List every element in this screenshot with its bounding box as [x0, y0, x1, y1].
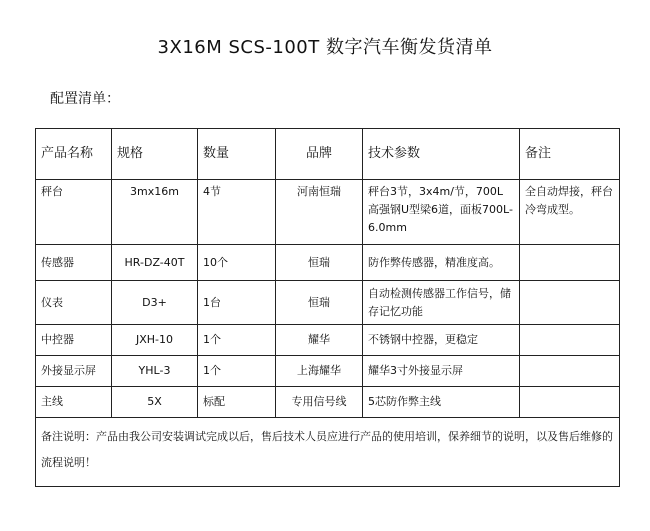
table-header-row	[36, 129, 620, 180]
table-cell: 秤台	[36, 180, 112, 245]
table-cell: 10个	[198, 245, 276, 281]
table-cell: 河南恒瑞	[276, 180, 363, 245]
table-cell: 秤台3节，3x4m/节，700L高强钢U型梁6道，面板700L-6.0mm	[363, 180, 520, 245]
table-row	[36, 325, 620, 356]
table-cell: 5X	[112, 387, 198, 418]
table-row	[36, 387, 620, 418]
table-cell: 主线	[36, 387, 112, 418]
table-cell: 不锈钢中控器，更稳定	[363, 325, 520, 356]
table-cell: 1个	[198, 356, 276, 387]
table-cell: 中控器	[36, 325, 112, 356]
table-cell: 专用信号线	[276, 387, 363, 418]
note-text: 备注说明：产品由我公司安装调试完成以后，售后技术人员应进行产品的使用培训，保养细节的说明，以及售后维修的流程说明！	[36, 418, 620, 487]
table-row	[36, 281, 620, 325]
table-cell: 1个	[198, 325, 276, 356]
header-cell: 技术参数	[363, 129, 520, 180]
table-cell: 耀华	[276, 325, 363, 356]
table-cell	[520, 245, 620, 281]
table-cell	[520, 356, 620, 387]
document-title: 3X16M SCS-100T 数字汽车衡发货清单	[157, 37, 493, 58]
table-cell: 上海耀华	[276, 356, 363, 387]
table-cell: 1台	[198, 281, 276, 325]
table-cell	[520, 281, 620, 325]
config-list-label: 配置清单：	[50, 91, 120, 107]
table-cell: YHL-3	[112, 356, 198, 387]
table-cell: 3mx16m	[112, 180, 198, 245]
header-cell: 规格	[112, 129, 198, 180]
table-row	[36, 245, 620, 281]
table-row	[36, 180, 620, 245]
table-cell: D3+	[112, 281, 198, 325]
table-cell: 耀华3寸外接显示屏	[363, 356, 520, 387]
table-cell: HR-DZ-40T	[112, 245, 198, 281]
table-cell: 防作弊传感器，精准度高。	[363, 245, 520, 281]
table-cell: 恒瑞	[276, 245, 363, 281]
header-cell: 数量	[198, 129, 276, 180]
header-cell: 备注	[520, 129, 620, 180]
table-cell: JXH-10	[112, 325, 198, 356]
table-cell: 标配	[198, 387, 276, 418]
table-cell: 仪表	[36, 281, 112, 325]
table-cell: 自动检测传感器工作信号，储存记忆功能	[363, 281, 520, 325]
shipping-list-table	[35, 128, 620, 487]
table-cell: 5芯防作弊主线	[363, 387, 520, 418]
table-cell: 全自动焊接，秤台冷弯成型。	[520, 180, 620, 245]
table-cell: 4节	[198, 180, 276, 245]
header-cell: 产品名称	[36, 129, 112, 180]
table-cell: 恒瑞	[276, 281, 363, 325]
note-row	[36, 418, 620, 487]
header-cell: 品牌	[276, 129, 363, 180]
table-cell	[520, 325, 620, 356]
table-cell: 外接显示屏	[36, 356, 112, 387]
table-row	[36, 356, 620, 387]
table-cell	[520, 387, 620, 418]
table-cell: 传感器	[36, 245, 112, 281]
